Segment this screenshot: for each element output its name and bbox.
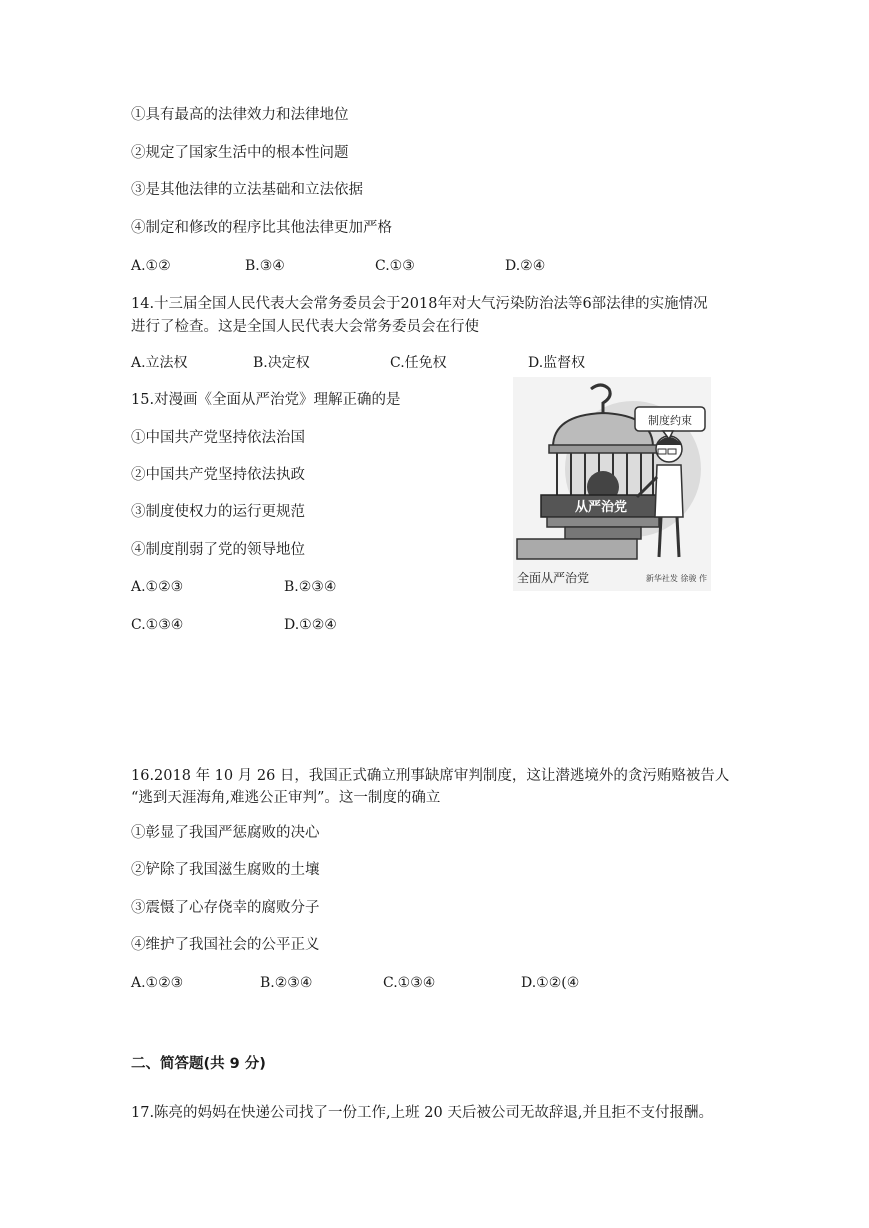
- q16-item-4: ④维护了我国社会的公平正义: [131, 937, 320, 953]
- q15-option-d: D.①②④: [284, 617, 337, 633]
- q13-option-a: A.①②: [131, 258, 171, 274]
- q13-item-3: ③是其他法律的立法基础和立法依据: [131, 182, 363, 198]
- cartoon-plaque-text: 从严治党: [574, 500, 628, 515]
- section-heading: 二、简答题(共 9 分): [131, 1056, 266, 1072]
- q13-option-d: D.②④: [505, 258, 546, 274]
- q16-option-c: C.①③④: [383, 975, 436, 991]
- q16-option-b: B.②③④: [260, 975, 313, 991]
- q13-item-2: ②规定了国家生活中的根本性问题: [131, 145, 349, 161]
- q14-stem-line1: 14.十三届全国人民代表大会常务委员会于2018年对大气污染防治法等6部法律的实施情况: [131, 296, 708, 312]
- q15-item-2: ②中国共产党坚持依法执政: [131, 467, 305, 483]
- q15-stem: 15.对漫画《全面从严治党》理解正确的是: [131, 392, 401, 408]
- q15-item-1: ①中国共产党坚持依法治国: [131, 430, 305, 446]
- q13-option-b: B.③④: [245, 258, 285, 274]
- q13-option-c: C.①③: [375, 258, 415, 274]
- cartoon-illustration: [513, 377, 711, 591]
- q15-option-c: C.①③④: [131, 617, 184, 633]
- q16-option-d: D.①②(④: [521, 975, 580, 991]
- q14-option-d: D.监督权: [528, 355, 586, 371]
- cartoon-bubble-text: 制度约束: [648, 414, 692, 427]
- q13-item-4: ④制定和修改的程序比其他法律更加严格: [131, 220, 392, 236]
- q14-stem-line2: 进行了检查。这是全国人民代表大会常务委员会在行使: [131, 319, 479, 335]
- q17-stem: 17.陈亮的妈妈在快递公司找了一份工作,上班 20 天后被公司无故辞退,并且拒不支付报酬。: [131, 1105, 713, 1121]
- q16-stem-line1: 16.2018 年 10 月 26 日，我国正式确立刑事缺席审判制度，这让潜逃境外的贪污贿赂被告人: [131, 768, 730, 784]
- q15-item-3: ③制度使权力的运行更规范: [131, 504, 305, 520]
- q14-option-c: C.任免权: [390, 355, 447, 371]
- q15-item-4: ④制度削弱了党的领导地位: [131, 542, 305, 558]
- q15-option-b: B.②③④: [284, 579, 337, 595]
- q16-stem-line2: “逃到天涯海角,难逃公正审判”。这一制度的确立: [131, 790, 441, 806]
- q15-option-a: A.①②③: [131, 579, 184, 595]
- q16-item-3: ③震慑了心存侥幸的腐败分子: [131, 900, 320, 916]
- q14-option-b: B.决定权: [253, 355, 310, 371]
- q16-option-a: A.①②③: [131, 975, 184, 991]
- cartoon-credit: 新华社发 徐骏 作: [645, 574, 707, 583]
- cartoon-caption: 全面从严治党: [517, 571, 590, 585]
- q14-option-a: A.立法权: [131, 355, 188, 371]
- q16-item-1: ①彰显了我国严惩腐败的决心: [131, 825, 320, 841]
- q13-item-1: ①具有最高的法律效力和法律地位: [131, 107, 349, 123]
- q16-item-2: ②铲除了我国滋生腐败的土壤: [131, 862, 320, 878]
